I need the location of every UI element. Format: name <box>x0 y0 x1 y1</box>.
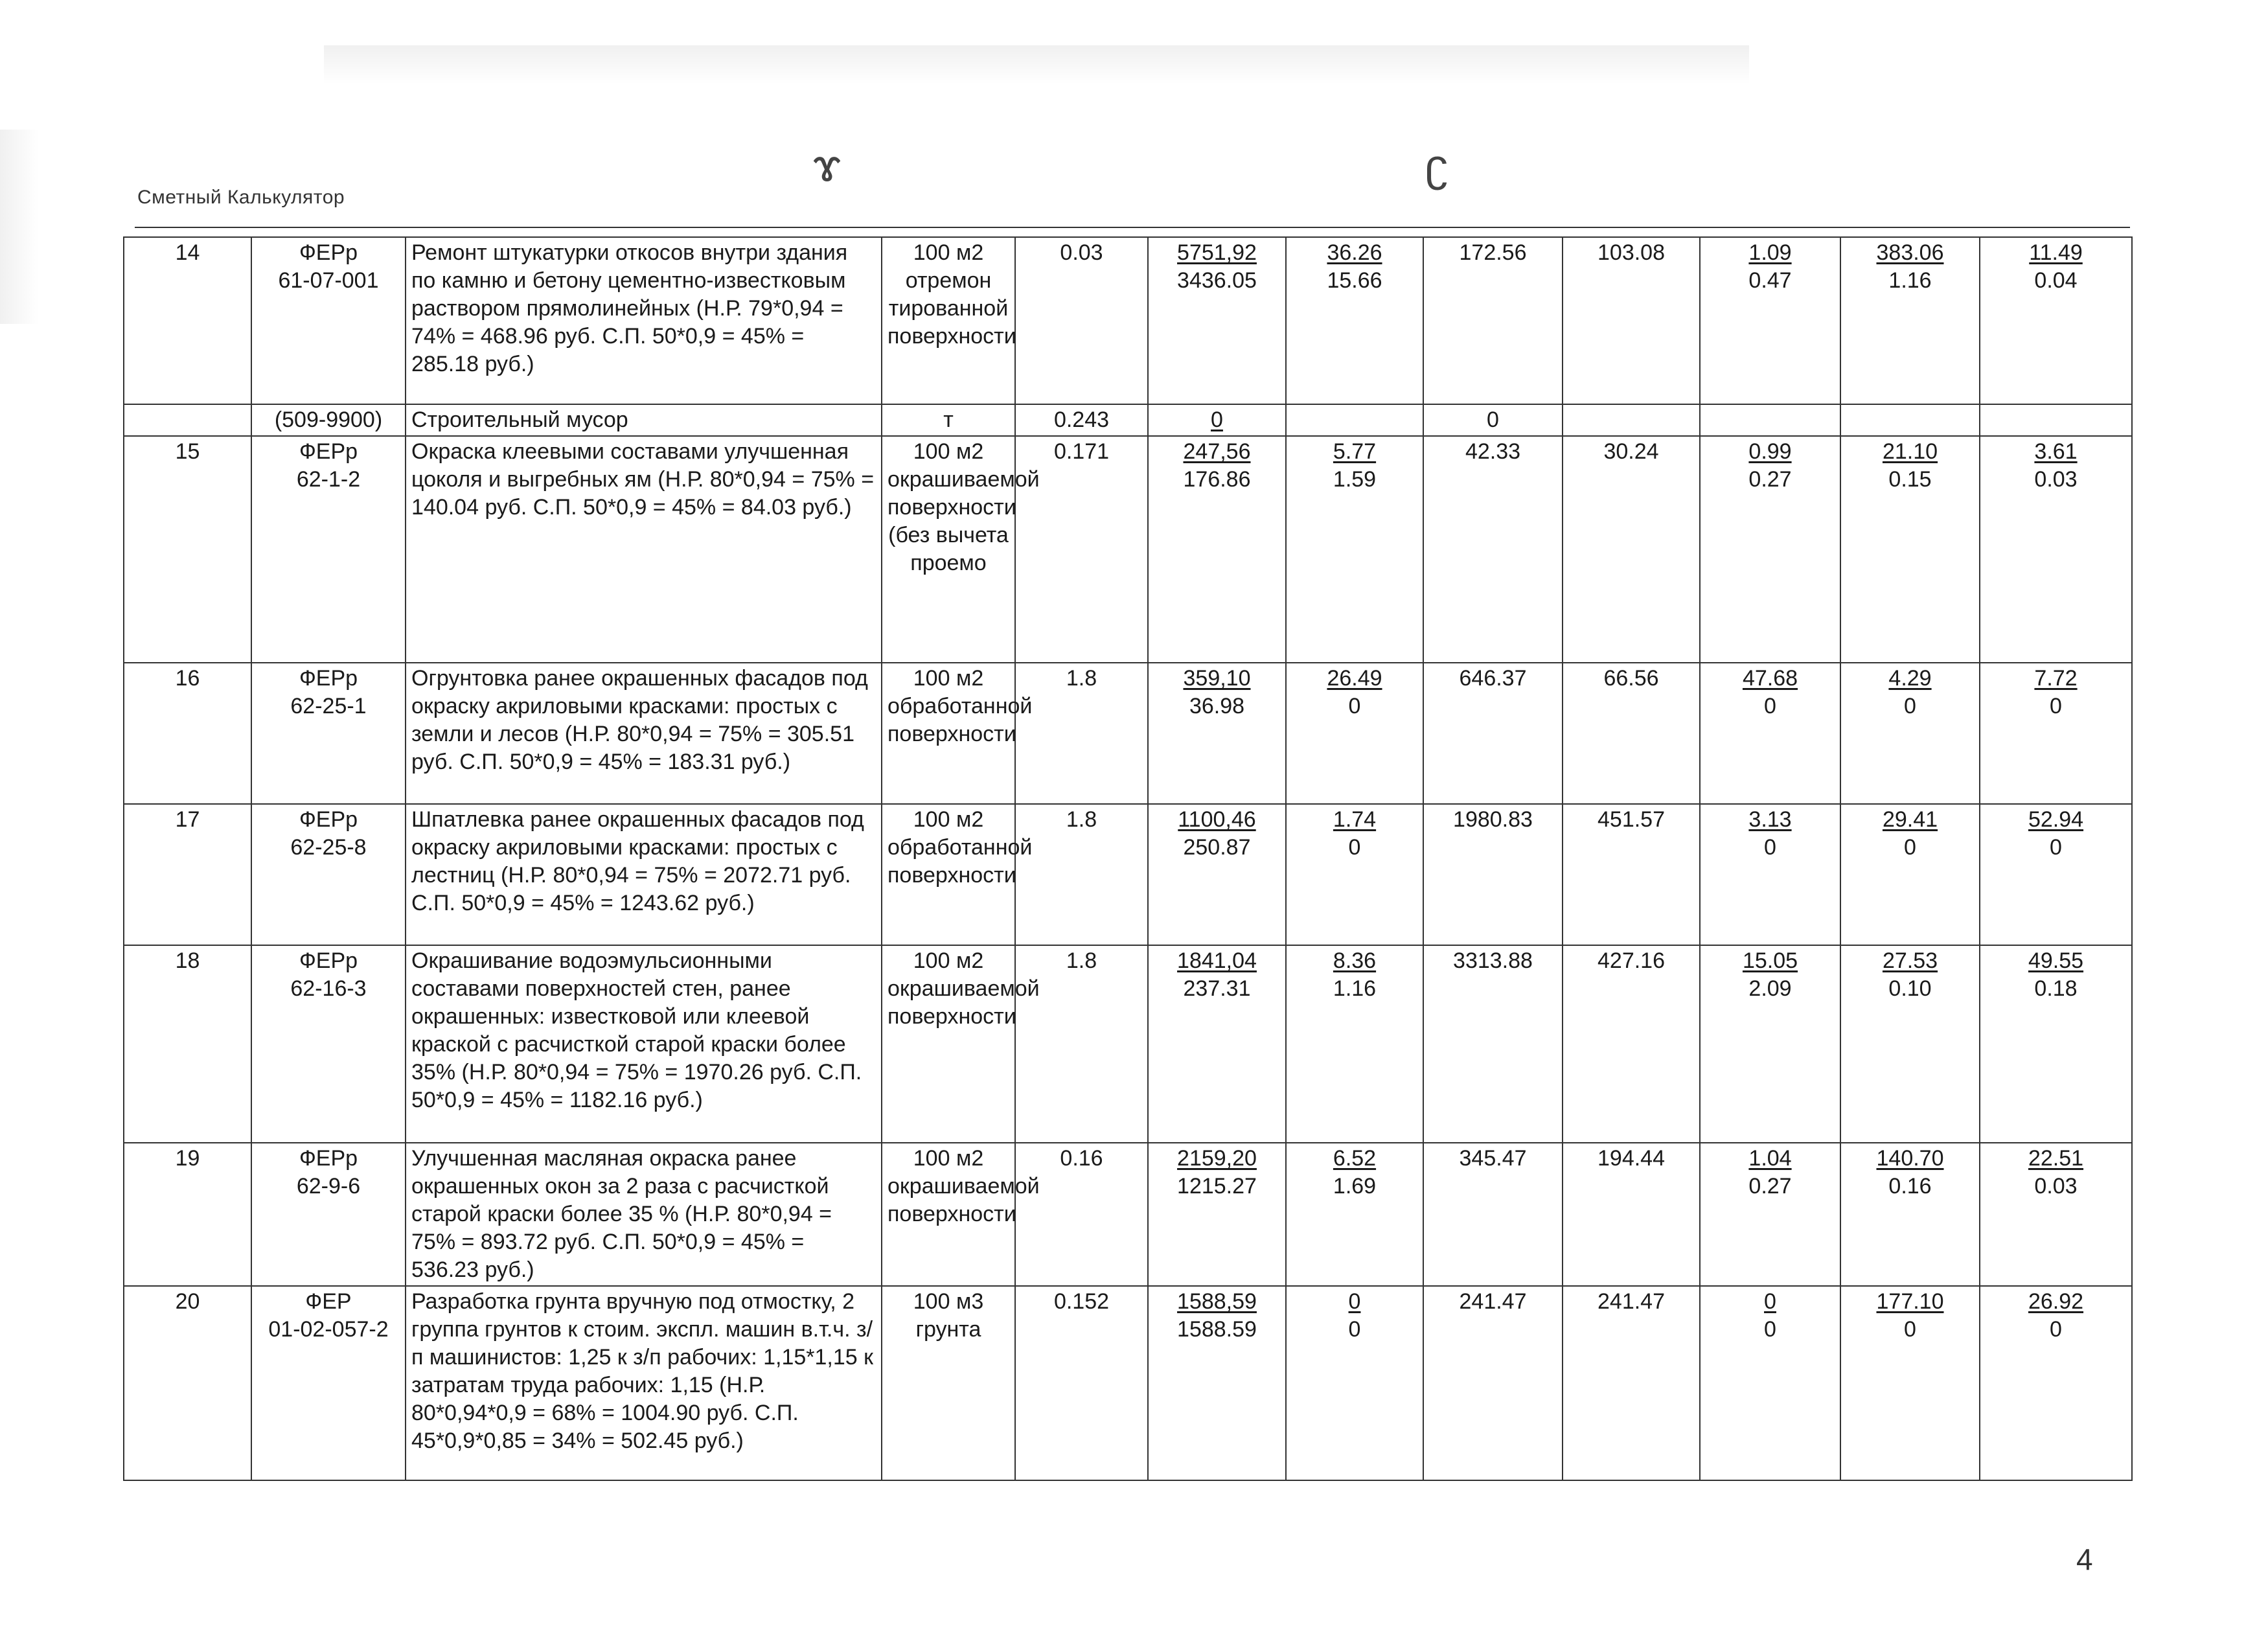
value-bottom: 237.31 <box>1183 976 1251 1001</box>
value-bottom: 15.66 <box>1327 268 1382 293</box>
row-number: 15 <box>175 439 200 464</box>
work-description: Улучшенная масляная окраска ранее окрашенных окон за 2 раза с расчисткой старой краски более 35 % (Н.Р. 80*0,94 = 75% = 893.72 руб. С.П. 50*0,9 = 45% = 536.23 руб.) <box>411 1146 832 1282</box>
value-top: 52.94 <box>2028 807 2084 832</box>
quantity: 0.03 <box>1060 240 1103 265</box>
table-row <box>124 945 2132 1143</box>
scan-mark: ʗ <box>1425 140 1448 190</box>
value-bottom: 0 <box>1904 694 1916 718</box>
quantity: 0.243 <box>1053 407 1110 432</box>
value-top: 21.10 <box>1882 439 1938 464</box>
total-cost: 1980.83 <box>1453 807 1533 832</box>
wage-cost: 451.57 <box>1598 807 1665 832</box>
value-top: 49.55 <box>2028 948 2084 973</box>
value-top: 0.99 <box>1748 439 1792 464</box>
value-bottom: 0 <box>2050 1317 2062 1342</box>
value-top: 247,56 <box>1183 439 1251 464</box>
rate-code-number: 62-9-6 <box>296 1174 361 1199</box>
header-divider <box>135 227 2130 228</box>
rate-code: ФЕРр <box>299 439 358 464</box>
rate-code: ФЕРр <box>299 666 358 691</box>
total-cost: 172.56 <box>1459 240 1527 265</box>
value-bottom: 1.59 <box>1333 467 1377 492</box>
value-top: 383.06 <box>1876 240 1944 265</box>
value-top: 0 <box>1764 1289 1776 1314</box>
value-top: 1.04 <box>1748 1146 1792 1171</box>
work-description: Окрашивание водоэмульсионными составами поверхностей стен, ранее окрашенных: известковой или клеевой краской с расчисткой старой краски более 35% (Н.Р. 80*0,94 = 75% = 1970.26 руб. С.П. 50*0,9 = 45% = 1182.16 руб.) <box>411 948 862 1112</box>
work-description: Разработка грунта вручную под отмостку, 2 группа грунтов к стоим. экспл. машин в.т.ч. з/п машинистов: 1,25 к з/п рабочих: 1,15*1,15 к затратам труда рабочих: 1,15 (Н.Р. 80*0,94*0,9 = 68% = 1004.90 руб. С.П. 45*0,9*0,85 = 34% = 502.45 руб.) <box>411 1289 874 1453</box>
value-bottom: 3436.05 <box>1177 268 1257 293</box>
value-bottom: 0.03 <box>2034 1174 2078 1199</box>
value-top: 177.10 <box>1876 1289 1944 1314</box>
value-bottom: 0 <box>1764 835 1776 860</box>
work-description: Огрунтовка ранее окрашенных фасадов под окраску акриловыми красками: простых с земли и лесов (Н.Р. 80*0,94 = 75% = 305.51 руб. С.П. 50*0,9 = 45% = 183.31 руб.) <box>411 666 868 774</box>
value-top: 26.49 <box>1327 666 1382 691</box>
page-number: 4 <box>2076 1543 2093 1576</box>
table-row <box>124 1143 2132 1286</box>
value-top: 47.68 <box>1742 666 1798 691</box>
value-bottom: 176.86 <box>1183 467 1251 492</box>
estimate-table <box>123 236 2133 1481</box>
value-bottom: 0.03 <box>2034 467 2078 492</box>
unit-of-measure: 100 м2 отремон тированной поверхности <box>888 240 1016 349</box>
wage-cost: 194.44 <box>1598 1146 1665 1171</box>
work-description: Шпатлевка ранее окрашенных фасадов под окраску акриловыми красками: простых с лестниц (Н.Р. 80*0,94 = 75% = 2072.71 руб. С.П. 50*0,9 = 45% = 1243.62 руб.) <box>411 807 864 915</box>
value-bottom: 0.27 <box>1748 1174 1792 1199</box>
unit-of-measure: 100 м2 обработанной поверхности <box>888 807 1033 888</box>
value-bottom: 0.04 <box>2034 268 2078 293</box>
quantity: 1.8 <box>1066 666 1097 691</box>
unit-of-measure: 100 м2 окрашиваемой поверхности (без вычета проемо <box>888 439 1040 575</box>
value-bottom: 1.69 <box>1333 1174 1377 1199</box>
value-bottom: 0 <box>1764 694 1776 718</box>
value-bottom: 0 <box>1348 835 1361 860</box>
unit-of-measure: 100 м2 окрашиваемой поверхности <box>888 1146 1040 1226</box>
rate-code-number: 01-02-057-2 <box>268 1317 389 1342</box>
value-top: 1.09 <box>1748 240 1792 265</box>
value-top: 7.72 <box>2034 666 2078 691</box>
table-row <box>124 404 2132 436</box>
total-cost: 42.33 <box>1465 439 1521 464</box>
wage-cost: 66.56 <box>1603 666 1659 691</box>
value-top: 22.51 <box>2028 1146 2084 1171</box>
table-row <box>124 804 2132 945</box>
value-bottom: 0.18 <box>2034 976 2078 1001</box>
value-top: 5751,92 <box>1177 240 1257 265</box>
value-top: 29.41 <box>1882 807 1938 832</box>
value-bottom: 2.09 <box>1748 976 1792 1001</box>
rate-code: ФЕР <box>305 1289 352 1314</box>
row-number: 16 <box>175 666 200 691</box>
rate-code-number: 62-1-2 <box>296 467 361 492</box>
value-bottom: 1.16 <box>1888 268 1932 293</box>
unit-of-measure: т <box>943 407 954 432</box>
value-bottom: 0 <box>2050 694 2062 718</box>
quantity: 0.171 <box>1053 439 1110 464</box>
value-bottom: 0.10 <box>1888 976 1932 1001</box>
scan-mark: ɤ <box>813 140 842 190</box>
table-row <box>124 663 2132 804</box>
value-bottom: 1.16 <box>1333 976 1377 1001</box>
value-bottom: 0 <box>1904 835 1916 860</box>
value-top: 359,10 <box>1183 666 1251 691</box>
value-top: 1.74 <box>1333 807 1377 832</box>
value-bottom: 1588.59 <box>1177 1317 1257 1342</box>
value-top: 0 <box>1211 407 1223 432</box>
value-top: 11.49 <box>2029 240 2083 265</box>
work-description: Строительный мусор <box>411 407 628 432</box>
row-number: 14 <box>175 240 200 265</box>
scan-shadow-left <box>0 130 39 324</box>
unit-of-measure: 100 м2 обработанной поверхности <box>888 666 1033 746</box>
value-top: 27.53 <box>1882 948 1938 973</box>
row-number: 18 <box>175 948 200 973</box>
value-bottom: 250.87 <box>1183 835 1251 860</box>
rate-code-number: 62-16-3 <box>290 976 367 1001</box>
rate-code-number: 61-07-001 <box>278 268 379 293</box>
value-bottom: 0 <box>2050 835 2062 860</box>
rate-code-number: 62-25-8 <box>290 835 367 860</box>
total-cost: 345.47 <box>1459 1146 1527 1171</box>
table-row <box>124 237 2132 404</box>
table-row <box>124 1286 2132 1480</box>
value-top: 4.29 <box>1888 666 1932 691</box>
value-bottom: 0.16 <box>1888 1174 1932 1199</box>
wage-cost: 103.08 <box>1598 240 1665 265</box>
value-top: 26.92 <box>2028 1289 2084 1314</box>
value-top: 140.70 <box>1876 1146 1944 1171</box>
row-number: 19 <box>175 1146 200 1171</box>
value-bottom: 0.47 <box>1748 268 1792 293</box>
value-bottom: 0 <box>1348 694 1361 718</box>
value-top: 3.13 <box>1748 807 1792 832</box>
value-top: 8.36 <box>1333 948 1377 973</box>
value-bottom: 0 <box>1904 1317 1916 1342</box>
value-top: 2159,20 <box>1177 1146 1257 1171</box>
quantity: 0.16 <box>1060 1146 1103 1171</box>
scan-shadow <box>324 45 1749 84</box>
unit-of-measure: 100 м2 окрашиваемой поверхности <box>888 948 1040 1029</box>
rate-code: ФЕРр <box>299 948 358 973</box>
total-cost: 3313.88 <box>1453 948 1533 973</box>
value-top: 1588,59 <box>1177 1289 1257 1314</box>
rate-code: (509-9900) <box>274 407 383 432</box>
rate-code: ФЕРр <box>299 807 358 832</box>
work-description: Ремонт штукатурки откосов внутри здания по камню и бетону цементно-известковым раствором прямолинейных (Н.Р. 79*0,94 = 74% = 468.96 руб. С.П. 50*0,9 = 45% = 285.18 руб.) <box>411 240 848 376</box>
rate-code-number: 62-25-1 <box>290 694 367 718</box>
wage-cost: 30.24 <box>1603 439 1659 464</box>
rate-code: ФЕРр <box>299 1146 358 1171</box>
row-number: 17 <box>175 807 200 832</box>
value-top: 0 <box>1348 1289 1361 1314</box>
value-bottom: 36.98 <box>1189 694 1245 718</box>
table-row <box>124 436 2132 663</box>
total-cost: 646.37 <box>1459 666 1527 691</box>
value-top: 1100,46 <box>1178 807 1256 832</box>
value-top: 5.77 <box>1333 439 1377 464</box>
value-top: 3.61 <box>2034 439 2078 464</box>
value-top: 15.05 <box>1742 948 1798 973</box>
value-bottom: 0 <box>1348 1317 1361 1342</box>
document-header-title: Сметный Калькулятор <box>137 187 345 208</box>
value-bottom: 0.15 <box>1888 467 1932 492</box>
unit-of-measure: 100 м3 грунта <box>913 1289 984 1342</box>
rate-code: ФЕРр <box>299 240 358 265</box>
value-bottom: 0 <box>1764 1317 1776 1342</box>
value-top: 6.52 <box>1333 1146 1377 1171</box>
value-top: 36.26 <box>1327 240 1382 265</box>
value-top: 1841,04 <box>1177 948 1257 973</box>
value-bottom: 1215.27 <box>1177 1174 1257 1199</box>
wage-cost: 427.16 <box>1598 948 1665 973</box>
wage-cost: 241.47 <box>1598 1289 1665 1314</box>
quantity: 1.8 <box>1066 948 1097 973</box>
row-number: 20 <box>175 1289 200 1314</box>
total-cost: 241.47 <box>1459 1289 1527 1314</box>
total-cost: 0 <box>1487 407 1499 432</box>
value-bottom: 0.27 <box>1748 467 1792 492</box>
quantity: 0.152 <box>1053 1289 1110 1314</box>
work-description: Окраска клеевыми составами улучшенная цоколя и выгребных ям (Н.Р. 80*0,94 = 75% = 140.04 руб. С.П. 50*0,9 = 45% = 84.03 руб.) <box>411 439 875 520</box>
quantity: 1.8 <box>1066 807 1097 832</box>
